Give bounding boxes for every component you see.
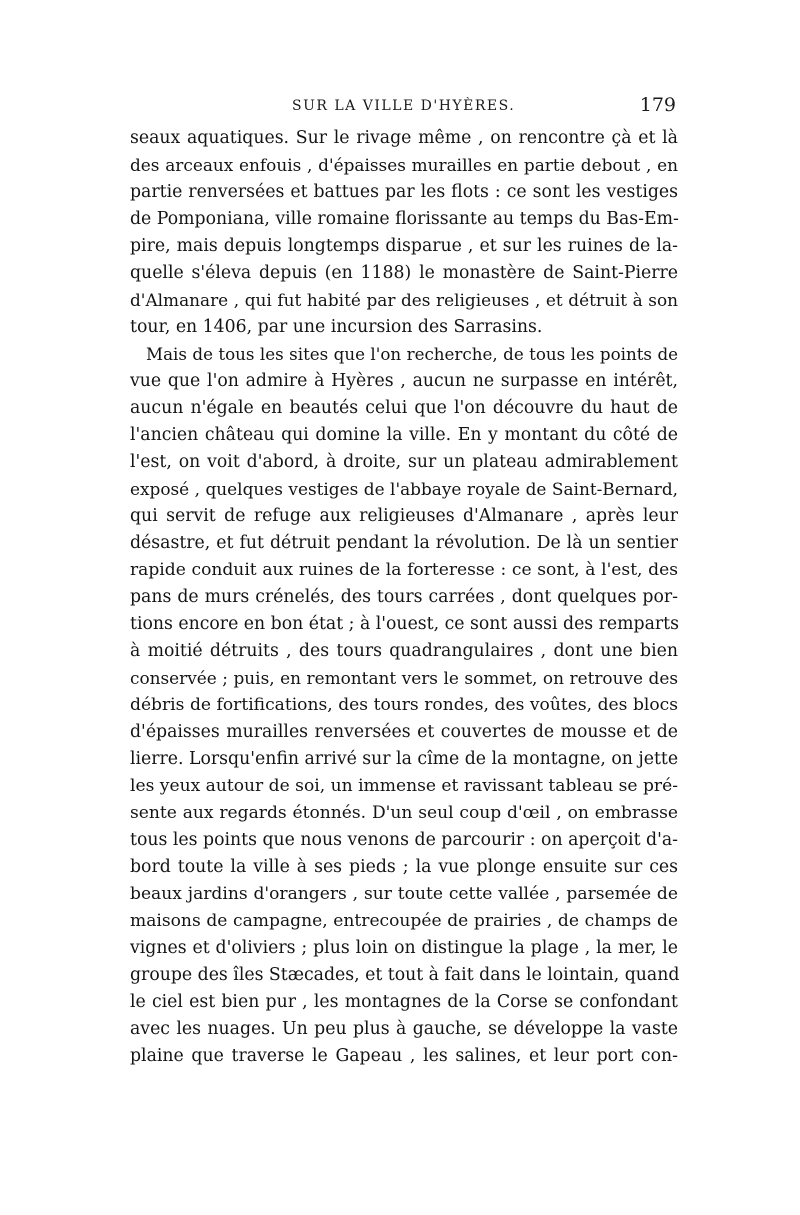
text-line: plaine que traverse le Gapeau , les salines, et leur port con-	[130, 1046, 678, 1066]
text-line: bord toute la ville à ses pieds ; la vue plonge ensuite sur ces	[130, 857, 678, 877]
text-line: pire, mais depuis longtemps disparue , et sur les ruines de la-	[130, 236, 678, 256]
text-line: partie renversées et battues par les flots : ce sont les vestiges	[130, 182, 678, 202]
text-line: beaux jardins d'orangers , sur toute cette vallée , parsemée de	[130, 884, 678, 904]
text-line: pans de murs crénelés, des tours carrées , dont quelques por-	[130, 587, 678, 607]
text-line: vue que l'on admire à Hyères , aucun ne surpasse en intérêt,	[130, 371, 678, 391]
text-line: quelle s'éleva depuis (en 1188) le monastère de Saint-Pierre	[130, 263, 678, 283]
text-line: de Pomponiana, ville romaine florissante au temps du Bas-Em-	[130, 209, 679, 229]
text-line: lierre. Lorsqu'enfin arrivé sur la cîme de la montagne, on jette	[130, 749, 679, 769]
text-line: l'ancien château qui domine la ville. En y montant du côté de	[130, 425, 678, 445]
text-line: tous les points que nous venons de parcourir : on aperçoit d'a-	[130, 830, 678, 850]
text-line: des arceaux enfouis , d'épaisses murailles en partie debout , en	[130, 155, 678, 175]
text-line: les yeux autour de soi, un immense et ravissant tableau se pré-	[130, 776, 678, 796]
text-line: qui servit de refuge aux religieuses d'Almanare , après leur	[130, 506, 678, 526]
text-line: avec les nuages. Un peu plus à gauche, se développe la vaste	[130, 1019, 678, 1039]
body-text	[130, 125, 678, 1070]
text-line: groupe des îles Stæcades, et tout à fait dans le lointain, quand	[130, 965, 680, 985]
text-line: l'est, on voit d'abord, à droite, sur un plateau admirablement	[130, 452, 678, 472]
text-line: aucun n'égale en beautés celui que l'on découvre du haut de	[130, 398, 678, 418]
text-line: seaux aquatiques. Sur le rivage même , on rencontre çà et là	[130, 128, 678, 148]
text-line: débris de fortifications, des tours rondes, des voûtes, des blocs	[130, 695, 678, 715]
text-line: sente aux regards étonnés. D'un seul coup d'œil , on embrasse	[130, 803, 678, 823]
text-line: maisons de campagne, entrecoupée de prairies , de champs de	[130, 911, 678, 931]
text-line: rapide conduit aux ruines de la forteresse : ce sont, à l'est, des	[130, 560, 678, 580]
text-line: d'épaisses murailles renversées et couvertes de mousse et de	[130, 722, 678, 742]
running-head	[130, 96, 678, 120]
text-line: exposé , quelques vestiges de l'abbaye royale de Saint-Bernard,	[130, 479, 678, 499]
text-line: tions encore en bon état ; à l'ouest, ce sont aussi des remparts	[130, 614, 679, 634]
text-line: à moitié détruits , des tours quadrangulaires , dont une bien	[130, 641, 678, 661]
text-line: le ciel est bien pur , les montagnes de la Corse se confondant	[130, 992, 678, 1012]
text-line: vignes et d'oliviers ; plus loin on distingue la plage , la mer, le	[130, 938, 678, 958]
text-line: conservée ; puis, en remontant vers le sommet, on retrouve des	[130, 668, 678, 688]
text-line: désastre, et fut détruit pendant la révolution. De là un sentier	[130, 533, 678, 553]
running-title: SUR LA VILLE D'HYÈRES.	[292, 98, 516, 114]
text-line: d'Almanare , qui fut habité par des religieuses , et détruit à son	[130, 290, 678, 310]
page-number: 179	[639, 94, 676, 116]
text-line: tour, en 1406, par une incursion des Sarrasins.	[130, 317, 543, 337]
paragraph-first-line: Mais de tous les sites que l'on recherche, de tous les points de	[146, 344, 678, 364]
